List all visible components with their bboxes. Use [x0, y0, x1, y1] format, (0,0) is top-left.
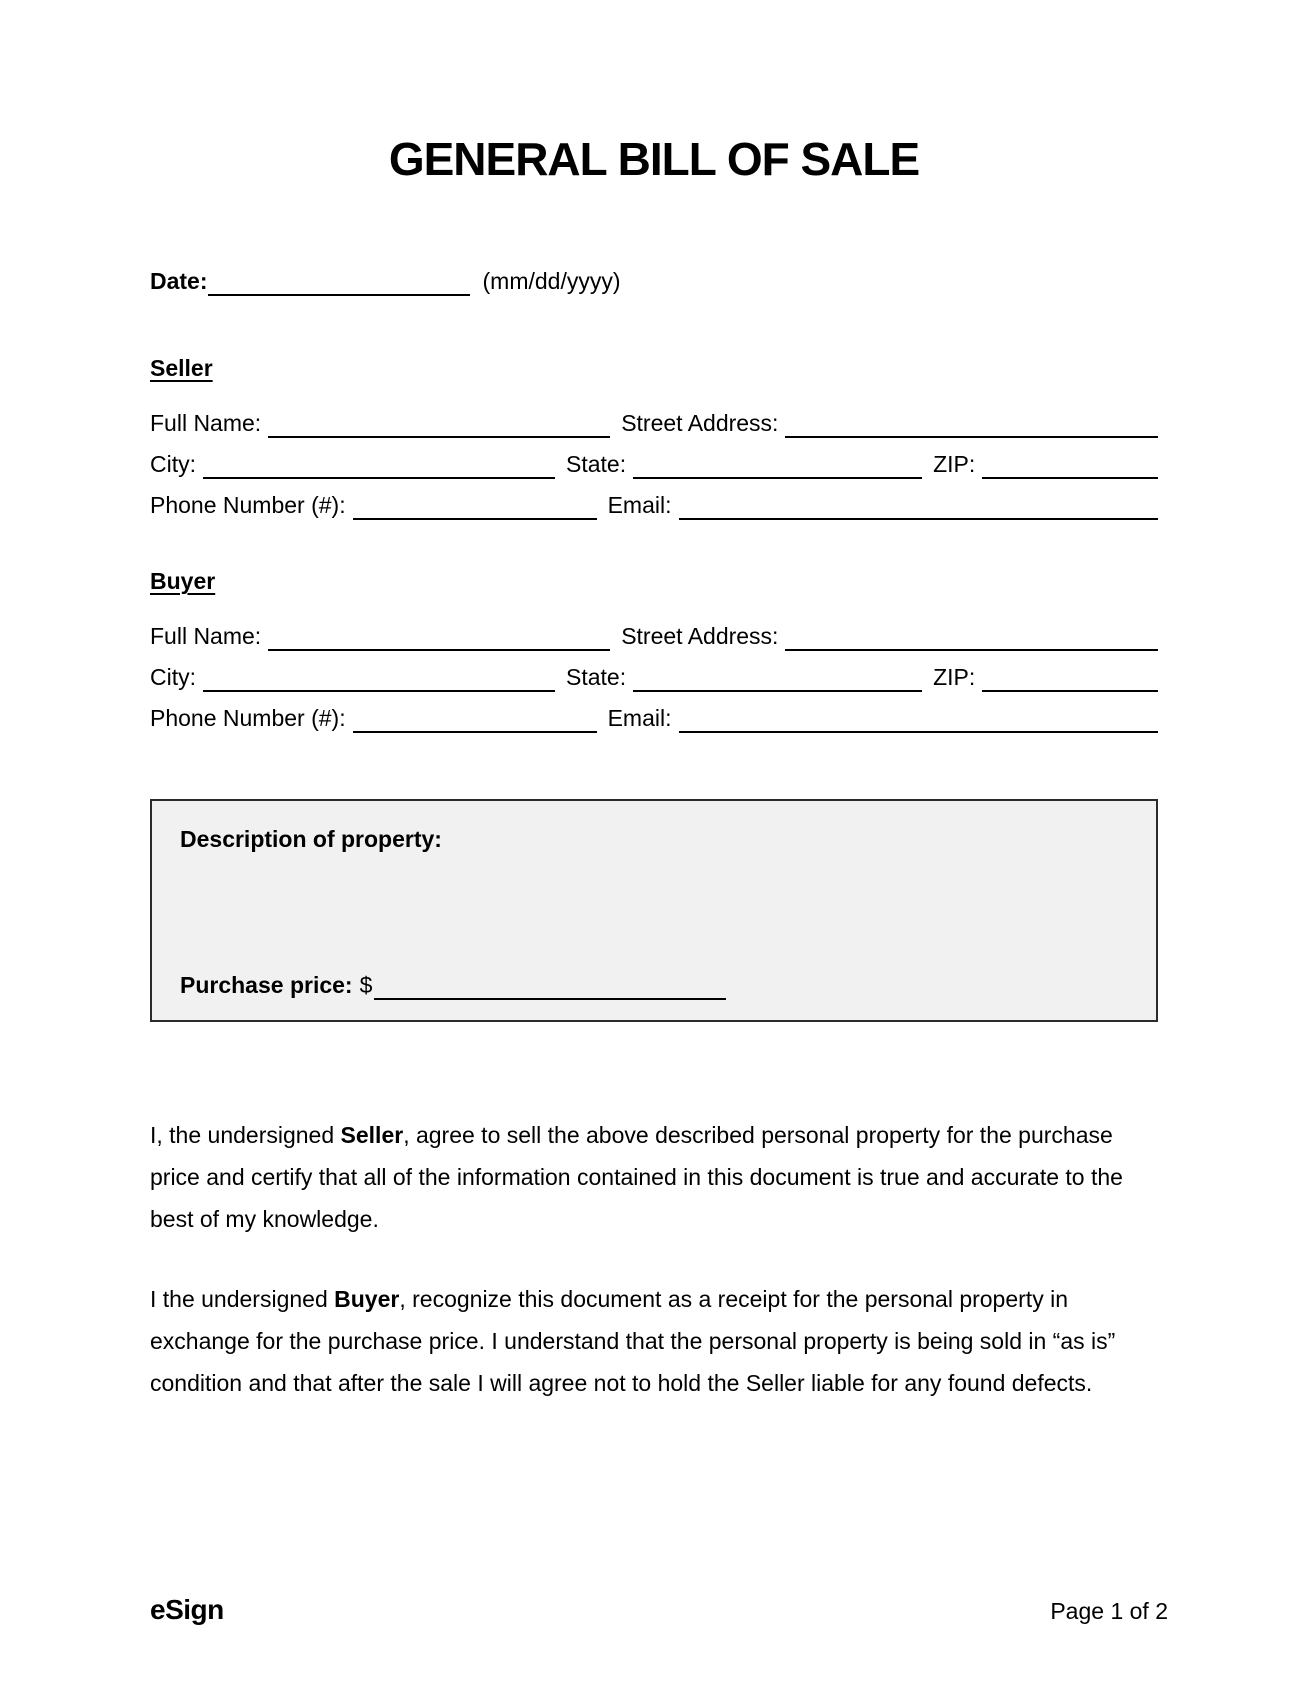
buyer-email-label: Email:: [607, 705, 672, 731]
currency-symbol: $: [359, 972, 373, 998]
date-fill-line[interactable]: [208, 270, 470, 296]
seller-city-state-zip-row: [150, 447, 1158, 479]
buyer-fields: [150, 619, 1158, 733]
purchase-price-label: Purchase price:: [180, 972, 353, 998]
date-format-hint: (mm/dd/yyyy): [482, 268, 621, 294]
seller-street-address-label: Street Address:: [621, 410, 779, 436]
purchase-price-row: [180, 968, 1128, 1000]
buyer-street-address-label: Street Address:: [621, 623, 779, 649]
description-of-property-label: Description of property:: [180, 826, 442, 852]
seller-ack-prefix: I, the undersigned: [150, 1122, 341, 1148]
seller-ack-bold-word: Seller: [340, 1122, 404, 1148]
seller-zip-line[interactable]: [982, 453, 1158, 479]
buyer-city-state-zip-row: [150, 660, 1158, 692]
seller-full-name-line[interactable]: [268, 412, 610, 438]
seller-street-address-line[interactable]: [785, 412, 1158, 438]
seller-email-line[interactable]: [679, 494, 1159, 520]
seller-state-line[interactable]: [633, 453, 922, 479]
seller-phone-line[interactable]: [353, 494, 597, 520]
property-description-area[interactable]: [180, 853, 1128, 968]
buyer-city-line[interactable]: [203, 666, 555, 692]
seller-name-address-row: [150, 406, 1158, 438]
seller-state-label: State:: [566, 451, 627, 477]
seller-zip-label: ZIP:: [933, 451, 976, 477]
seller-full-name-label: Full Name:: [150, 410, 262, 436]
buyer-ack-prefix: I the undersigned: [150, 1286, 335, 1312]
seller-section-heading: Seller: [150, 355, 213, 381]
seller-city-label: City:: [150, 451, 196, 477]
seller-phone-label: Phone Number (#):: [150, 492, 346, 518]
buyer-section-heading: Buyer: [150, 568, 216, 594]
buyer-email-line[interactable]: [679, 707, 1159, 733]
date-label: Date:: [150, 268, 208, 294]
page-footer: [150, 1594, 1168, 1626]
buyer-street-address-line[interactable]: [785, 625, 1158, 651]
seller-city-line[interactable]: [203, 453, 555, 479]
buyer-name-address-row: [150, 619, 1158, 651]
buyer-zip-label: ZIP:: [933, 664, 976, 690]
buyer-full-name-line[interactable]: [268, 625, 610, 651]
buyer-phone-label: Phone Number (#):: [150, 705, 346, 731]
buyer-ack-suffix: , recognize this document as a receipt for the personal property in exchange for the purchase price. I understand that the personal property is being sold in “as is” condition and that after the sale I will agree not to hold the Seller liable for any found defects.: [150, 1286, 1116, 1396]
buyer-city-label: City:: [150, 664, 196, 690]
property-description-box: [150, 799, 1158, 1022]
seller-phone-email-row: [150, 488, 1158, 520]
buyer-state-label: State:: [566, 664, 627, 690]
date-line: [150, 264, 1158, 296]
seller-fields: [150, 406, 1158, 520]
buyer-phone-line[interactable]: [353, 707, 597, 733]
seller-email-label: Email:: [607, 492, 672, 518]
document-content: [150, 133, 1158, 1404]
buyer-phone-email-row: [150, 701, 1158, 733]
seller-ack-suffix: , agree to sell the above described personal property for the purchase price and certify that all of the information contained in this document is true and accurate to the best of my knowledge.: [150, 1122, 1123, 1232]
seller-acknowledgement-paragraph: [150, 1114, 1158, 1240]
buyer-state-line[interactable]: [633, 666, 922, 692]
buyer-ack-bold-word: Buyer: [334, 1286, 400, 1312]
purchase-price-line[interactable]: [374, 974, 726, 1000]
buyer-full-name-label: Full Name:: [150, 623, 262, 649]
page-title: GENERAL BILL OF SALE: [388, 133, 920, 185]
buyer-acknowledgement-paragraph: [150, 1278, 1158, 1404]
esign-logo: eSign: [150, 1594, 224, 1625]
page-number-indicator: Page 1 of 2: [1050, 1598, 1168, 1624]
buyer-zip-line[interactable]: [982, 666, 1158, 692]
